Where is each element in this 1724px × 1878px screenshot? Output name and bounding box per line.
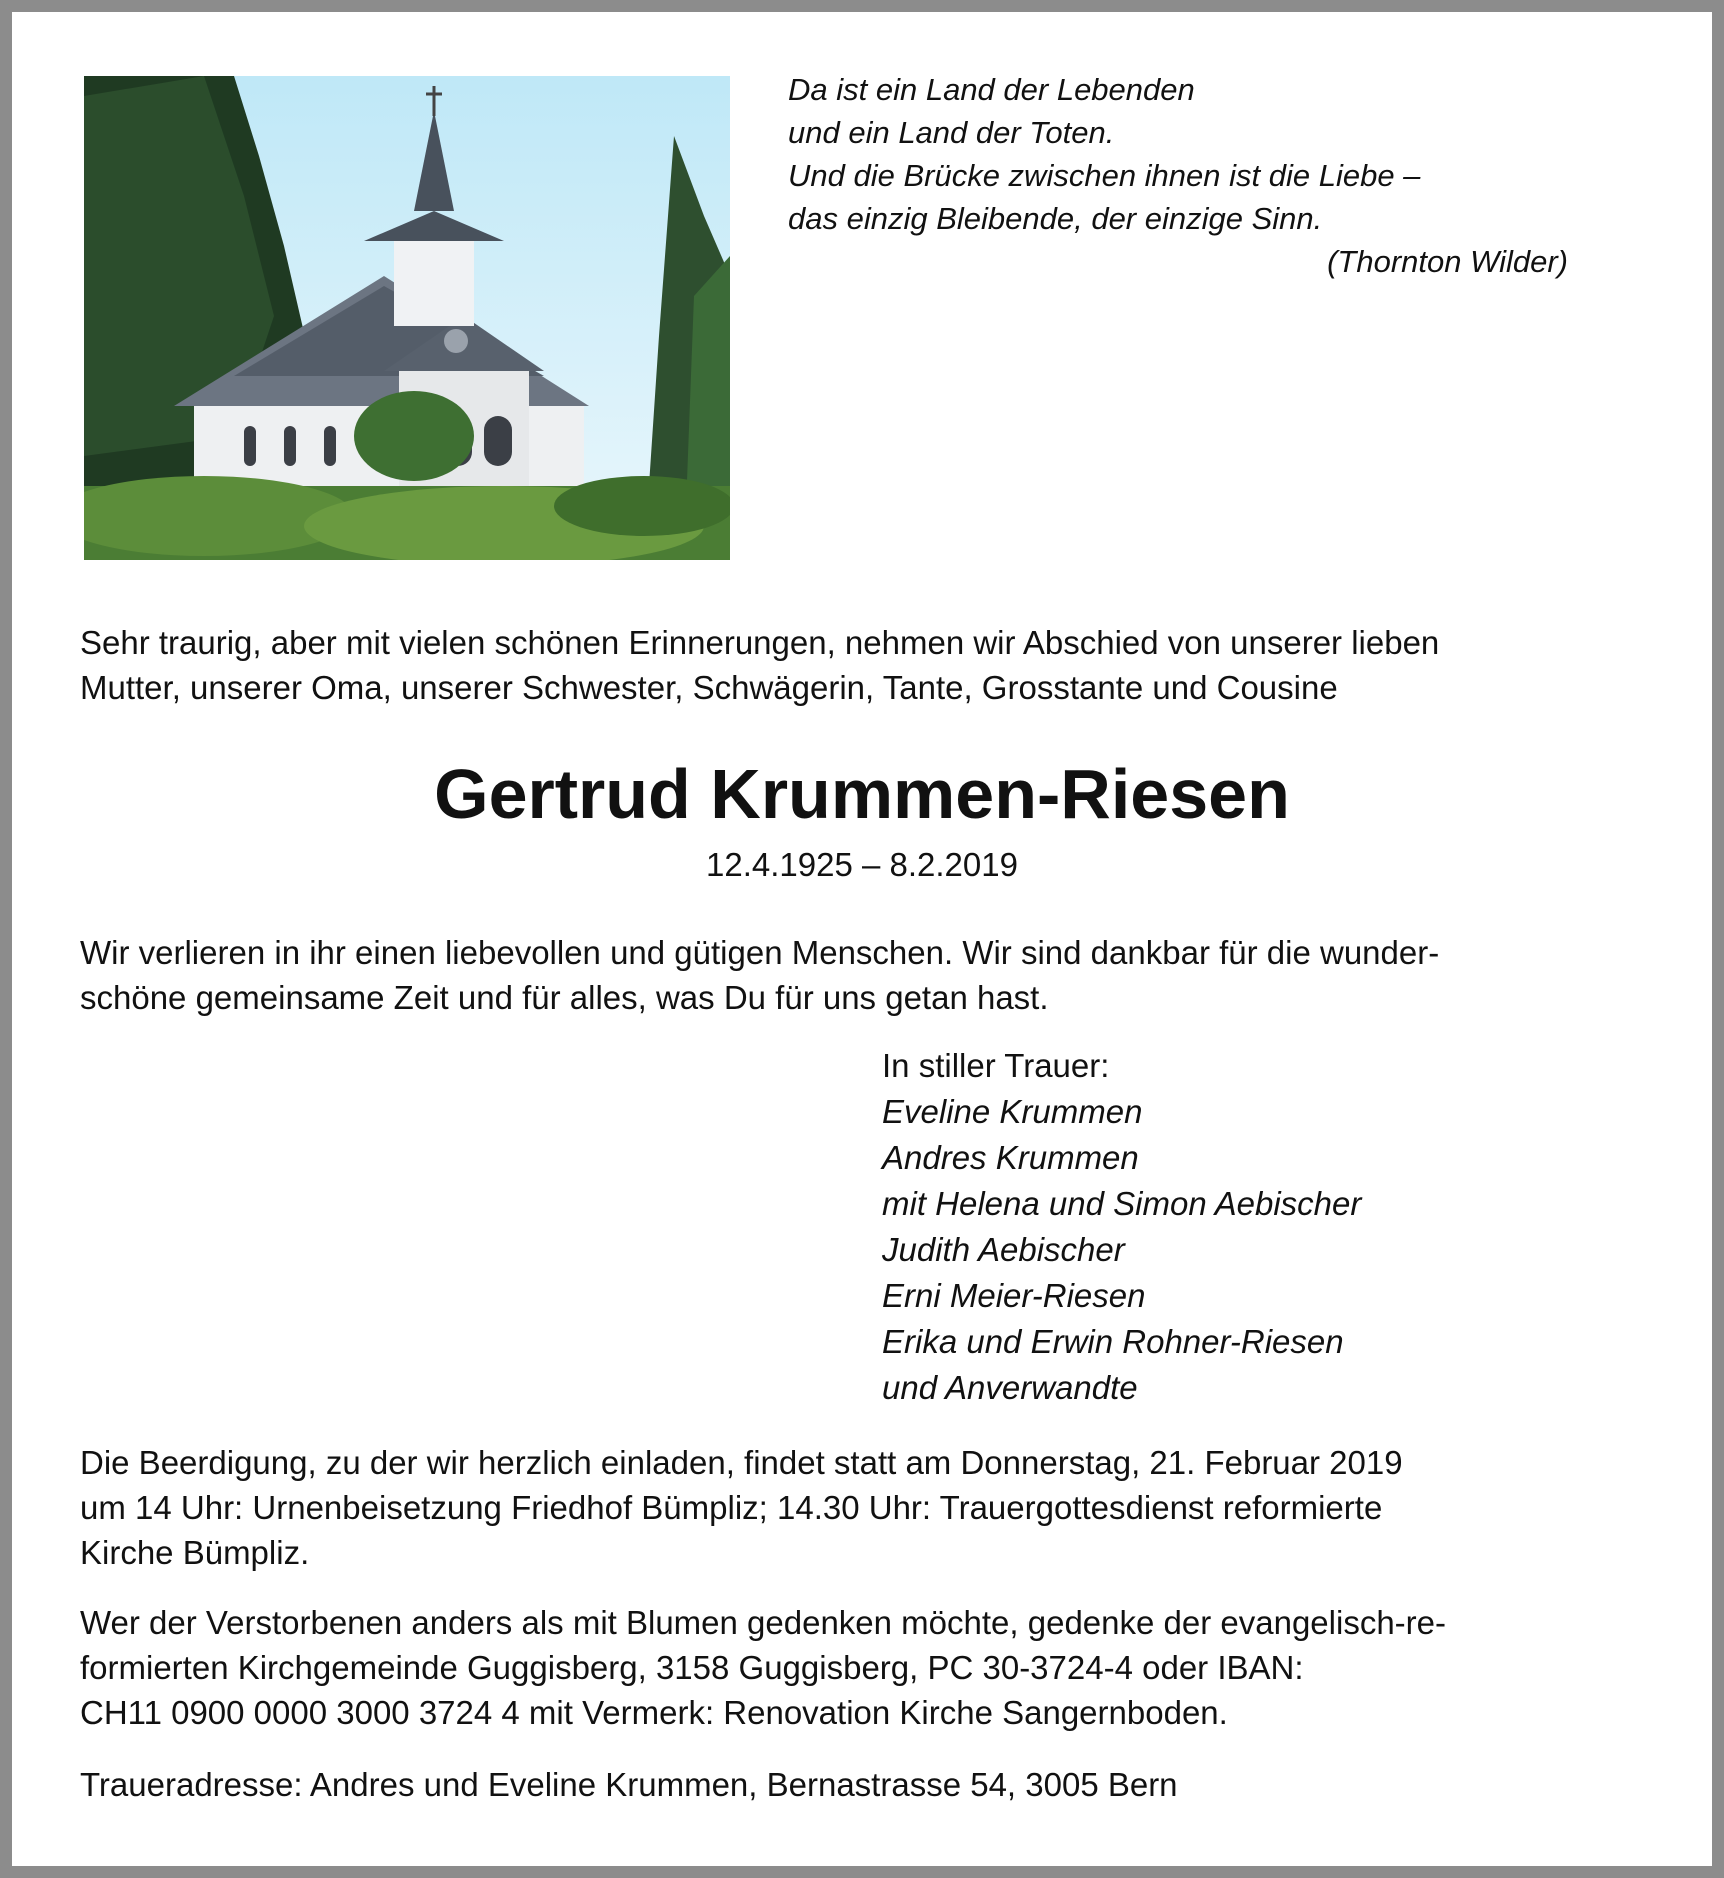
motto-line: das einzig Bleibende, der einzige Sinn. [788, 201, 1323, 236]
mourner-name: Judith Aebischer [882, 1231, 1125, 1268]
mourner-name: Erika und Erwin Rohner-Riesen [882, 1323, 1344, 1360]
donation-line: CH11 0900 0000 3000 3724 4 mit Vermerk: Renovation Kirche Sangernboden. [80, 1694, 1228, 1731]
deceased-name: Gertrud Krummen-Riesen [434, 755, 1290, 833]
motto-line: und ein Land der Toten. [788, 115, 1115, 150]
intro-line: Mutter, unserer Oma, unserer Schwester, Schwägerin, Tante, Grosstante und Cousine [80, 669, 1338, 706]
intro-line: Sehr traurig, aber mit vielen schönen Erinnerungen, nehmen wir Abschied von unserer lieben [80, 624, 1440, 661]
church-illustration [84, 76, 730, 560]
motto-line: Und die Brücke zwischen ihnen ist die Liebe – [788, 158, 1421, 193]
mourners-heading: In stiller Trauer: [882, 1047, 1110, 1084]
mourner-name: und Anverwandte [882, 1369, 1138, 1406]
mourner-name: Eveline Krummen [882, 1093, 1143, 1130]
funeral-line: Kirche Bümpliz. [80, 1534, 310, 1571]
tribute-line: Wir verlieren in ihr einen liebevollen und gütigen Menschen. Wir sind dankbar für die wunder- [80, 934, 1440, 971]
mourners-list [882, 1043, 1642, 1411]
motto-quote [788, 68, 1588, 283]
tribute-paragraph [80, 930, 1640, 1020]
funeral-paragraph [80, 1440, 1640, 1575]
mourner-name: Erni Meier-Riesen [882, 1277, 1146, 1314]
mourning-address: Traueradresse: Andres und Eveline Krummen, Bernastrasse 54, 3005 Bern [80, 1766, 1178, 1803]
motto-line: Da ist ein Land der Lebenden [788, 72, 1195, 107]
funeral-line: Die Beerdigung, zu der wir herzlich einladen, findet statt am Donnerstag, 21. Februar 2019 [80, 1444, 1403, 1481]
church-photo [84, 76, 730, 560]
donation-line: Wer der Verstorbenen anders als mit Blumen gedenken möchte, gedenke der evangelisch-re- [80, 1604, 1446, 1641]
funeral-line: um 14 Uhr: Urnenbeisetzung Friedhof Bümpliz; 14.30 Uhr: Trauergottesdienst reformierte [80, 1489, 1383, 1526]
donation-paragraph [80, 1600, 1640, 1735]
motto-author: (Thornton Wilder) [1327, 244, 1568, 279]
mourner-name: Andres Krummen [882, 1139, 1139, 1176]
life-dates: 12.4.1925 – 8.2.2019 [706, 846, 1018, 883]
donation-line: formierten Kirchgemeinde Guggisberg, 3158 Guggisberg, PC 30-3724-4 oder IBAN: [80, 1649, 1304, 1686]
intro-paragraph [80, 620, 1640, 710]
tribute-line: schöne gemeinsame Zeit und für alles, was Du für uns getan hast. [80, 979, 1049, 1016]
mourner-name: mit Helena und Simon Aebischer [882, 1185, 1362, 1222]
